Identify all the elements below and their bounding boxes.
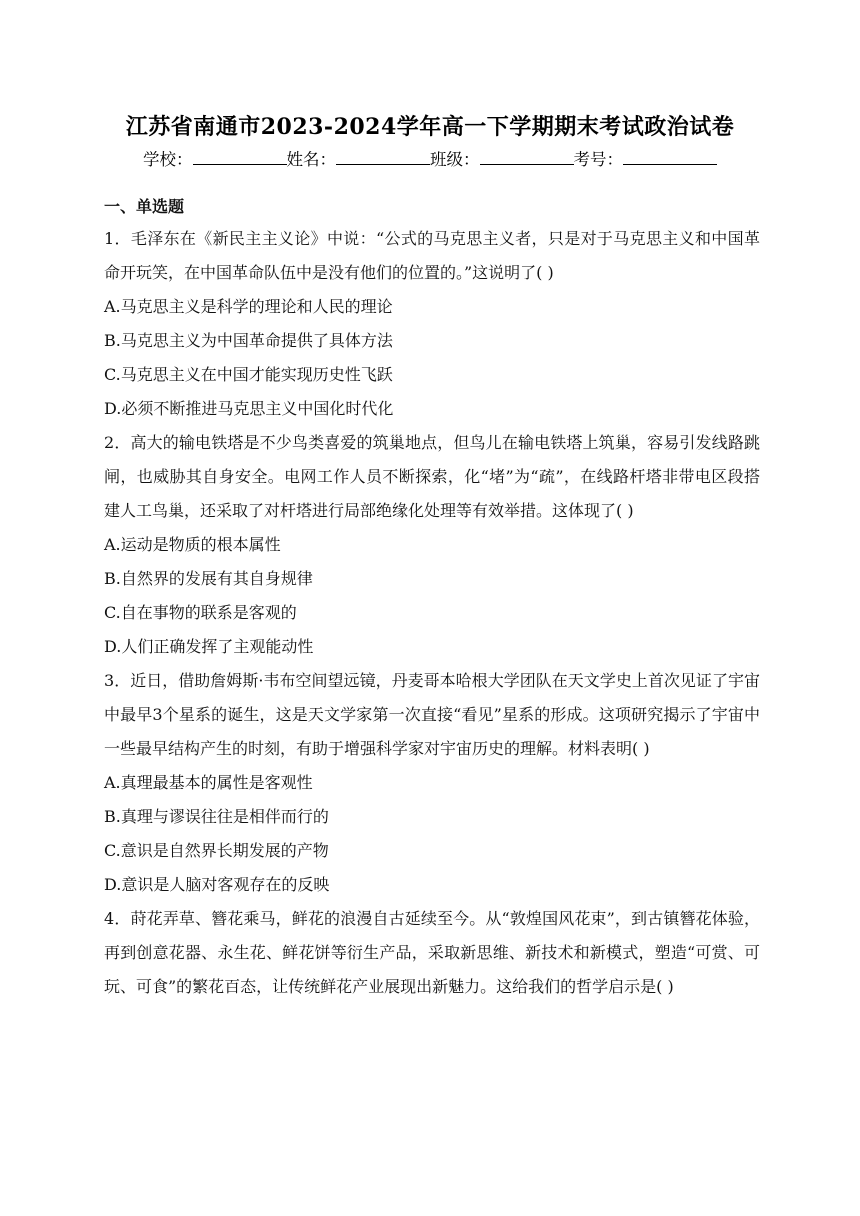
exam-number-blank: [623, 149, 717, 165]
question-stem: 3．近日，借助詹姆斯·韦布空间望远镜，丹麦哥本哈根大学团队在天文学史上首次见证了宇宙中最早3个星系的诞生，这是天文学家第一次直接“看见”星系的形成。这项研究揭示了宇宙中一些最早结构产生的时刻，有助于增强科学家对宇宙历史的理解。材料表明( ): [104, 671, 760, 758]
option-a: A.真理最基本的属性是客观性: [104, 773, 313, 792]
option-c: C.自在事物的联系是客观的: [104, 603, 297, 622]
name-blank: [336, 149, 430, 165]
class-blank: [480, 149, 574, 165]
class-label: 班级：: [430, 150, 480, 169]
option-b: B.真理与谬误往往是相伴而行的: [104, 807, 329, 826]
option-d: D.意识是人脑对客观存在的反映: [104, 875, 330, 894]
option-d: D.必须不断推进马克思主义中国化时代化: [104, 399, 394, 418]
option-c: C.意识是自然界长期发展的产物: [104, 841, 329, 860]
exam-number-field: [574, 146, 718, 170]
name-field: [287, 146, 431, 170]
school-label: 学校：: [143, 150, 193, 169]
document-title: 江苏省南通市2023-2024学年高一下学期期末考试政治试卷: [125, 114, 735, 140]
class-field: [430, 146, 574, 170]
school-field: [143, 146, 287, 170]
option-b: B.自然界的发展有其自身规律: [104, 569, 313, 588]
question-content: [104, 195, 760, 1004]
option-d: D.人们正确发挥了主观能动性: [104, 637, 314, 656]
question-stem: 4．莳花弄草、簪花乘马，鲜花的浪漫自古延续至今。从“敦煌国风花束”，到古镇簪花体验，再到创意花器、永生花、鲜花饼等衍生产品，采取新思维、新技术和新模式，塑造“可赏、可玩、可食”的繁花百态，让传统鲜花产业展现出新魅力。这给我们的哲学启示是( ): [104, 909, 760, 996]
name-label: 姓名：: [286, 150, 336, 169]
option-c: C.马克思主义在中国才能实现历史性飞跃: [104, 365, 393, 384]
question-4: [104, 902, 760, 1004]
option-a: A.运动是物质的根本属性: [104, 535, 281, 554]
option-a: A.马克思主义是科学的理论和人民的理论: [104, 297, 393, 316]
question-3: [104, 664, 760, 902]
school-blank: [193, 149, 287, 165]
question-stem: 1．毛泽东在《新民主主义论》中说：“公式的马克思主义者，只是对于马克思主义和中国革命开玩笑，在中国革命队伍中是没有他们的位置的。”这说明了( ): [104, 229, 760, 282]
exam-number-label: 考号：: [573, 150, 623, 169]
option-b: B.马克思主义为中国革命提供了具体方法: [104, 331, 393, 350]
question-stem: 2．高大的输电铁塔是不少鸟类喜爱的筑巢地点，但鸟儿在输电铁塔上筑巢，容易引发线路跳闸，也威胁其自身安全。电网工作人员不断探索，化“堵”为“疏”，在线路杆塔非带电区段搭建人工鸟巢，还采取了对杆塔进行局部绝缘化处理等有效举措。这体现了( ): [104, 433, 760, 520]
question-1: [104, 222, 760, 426]
question-2: [104, 426, 760, 664]
student-info-line: [0, 146, 860, 170]
section-title: 一、单选题: [104, 197, 185, 216]
